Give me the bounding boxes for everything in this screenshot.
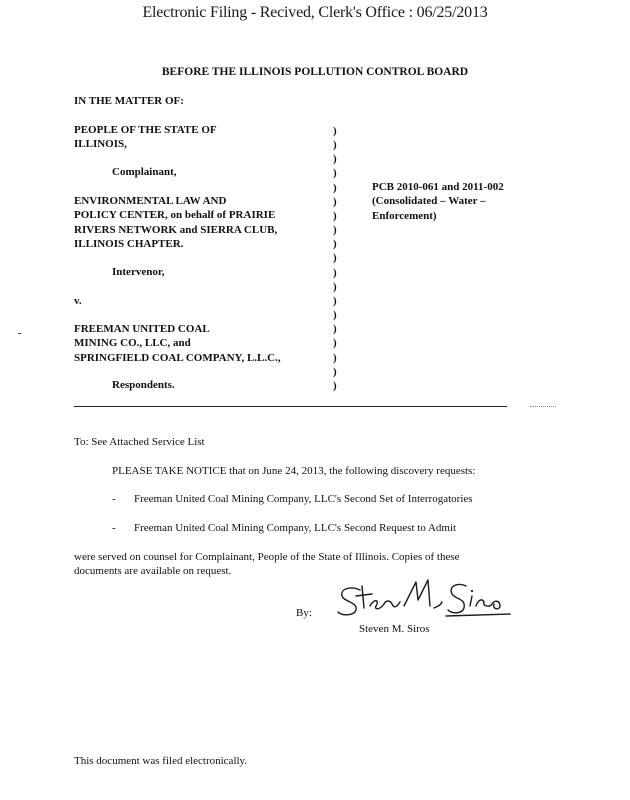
complainant-name-line: ILLINOIS, [74,138,127,151]
served-paragraph-line: documents are available on request. [74,565,232,578]
intervenor-name [74,194,277,252]
respondent-name-line: FREEMAN UNITED COAL [74,323,210,335]
complainant-name-line: PEOPLE OF THE STATE OF [74,124,217,136]
scan-speck [18,333,21,334]
complainant-name [74,123,217,152]
electronic-filing-note: This document was filed electronically. [74,755,248,767]
handwritten-signature [334,578,514,624]
request-item-text: Freeman United Coal Mining Company, LLC's Second Request to Admit [134,522,457,534]
request-item [112,522,456,534]
board-title: BEFORE THE ILLINOIS POLLUTION CONTROL BOARD [161,66,469,78]
served-paragraph-line: were served on counsel for Complainant, People of the State of Illinois. Copies of these [74,551,460,563]
case-number-line: (Consolidated – Water – [372,195,486,208]
signature-dot [471,590,473,592]
by-label: By: [296,607,312,619]
intervenor-name-line: ENVIRONMENTAL LAW AND [74,195,227,207]
service-list-line: To: See Attached Service List [74,436,205,448]
request-item [112,493,473,505]
caption-divider-stub [530,406,556,407]
respondent-name-line: MINING CO., LLC, and [74,337,191,350]
case-number-line: Enforcement) [372,209,437,222]
request-item-text: Freeman United Coal Mining Company, LLC's Second Set of Interrogatories [134,493,473,505]
intervenor-name-line: POLICY CENTER, on behalf of PRAIRIE [74,209,276,222]
versus-label: v. [74,295,82,307]
respondent-name-line: SPRINGFIELD COAL COMPANY, L.L.C., [74,351,281,364]
case-number [372,180,504,223]
caption-paren-column: ) ) ) ) ) ) ) ) ) ) ) ) ) ) ) ) ) ) ) [333,125,337,392]
intervenor-role: Intervenor, [112,266,165,278]
in-the-matter-heading: IN THE MATTER OF: [74,95,184,107]
intervenor-name-line: RIVERS NETWORK and SIERRA CLUB, [74,223,278,236]
intervenor-name-line: ILLINOIS CHAPTER. [74,238,184,251]
bullet-dash: - [112,522,116,534]
bullet-dash: - [112,493,116,505]
case-number-line: PCB 2010-061 and 2011-002 [372,181,504,193]
signer-name: Steven M. Siros [359,623,430,635]
served-paragraph [74,550,460,579]
notice-intro: PLEASE TAKE NOTICE that on June 24, 2013, the following discovery requests: [112,465,476,477]
caption-divider [74,406,507,407]
respondent-name [74,322,281,365]
respondent-role: Respondents. [112,379,175,391]
filing-stamp-header: Electronic Filing - Recived, Clerk's Office : 06/25/2013 [142,4,488,21]
complainant-role: Complainant, [112,166,177,178]
